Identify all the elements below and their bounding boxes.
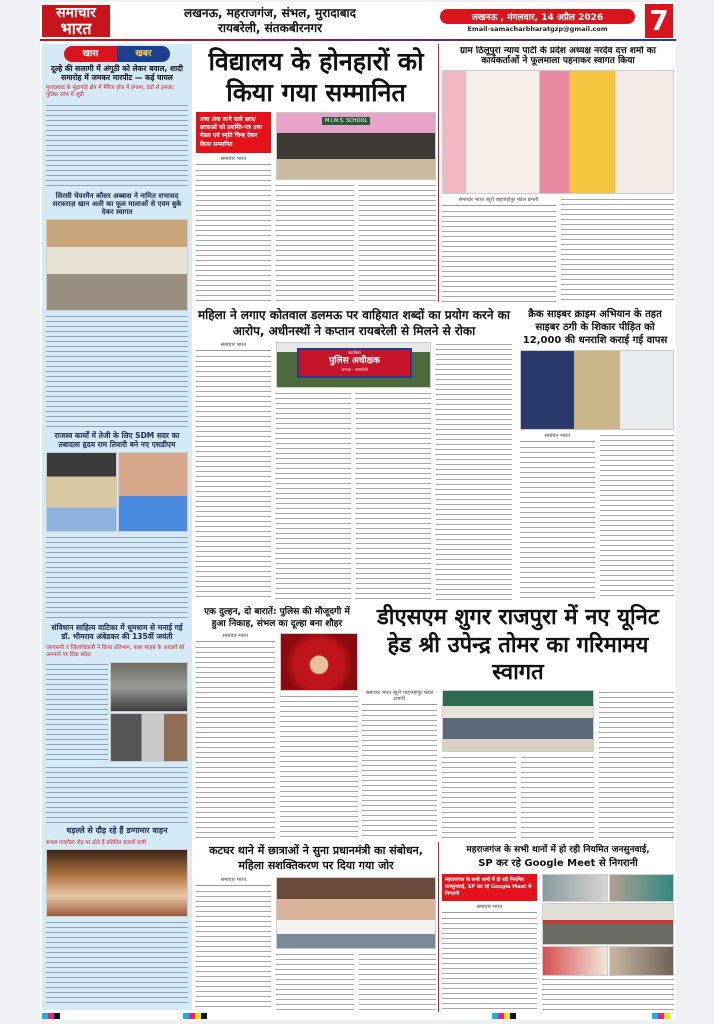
logo-line-1: समाचार bbox=[56, 5, 96, 21]
story-headline-sugar: डीएसएम शुगर राजपुरा में नए यूनिट हेड श्री उपेन्द्र तोमर का गरिमामय स्वागत bbox=[377, 605, 659, 685]
vehicle-photos bbox=[110, 662, 188, 762]
story-body bbox=[276, 183, 354, 305]
story-headline-maharajganj bbox=[442, 844, 674, 871]
story-body bbox=[599, 690, 674, 839]
khas-khabar-banner bbox=[64, 46, 170, 62]
cities-line-1: लखनऊ, महराजगंज, संभल, मुरादाबाद bbox=[183, 6, 357, 20]
print-registration-mark bbox=[183, 1013, 207, 1019]
story-body bbox=[46, 314, 188, 429]
photo-public-hearing-2 bbox=[609, 946, 675, 976]
print-registration-mark bbox=[652, 1013, 670, 1019]
story-body bbox=[561, 197, 675, 304]
sign-top: कार्यालय bbox=[348, 350, 361, 356]
masthead-rule bbox=[40, 39, 676, 41]
story-body bbox=[196, 168, 271, 304]
story-bride bbox=[196, 606, 358, 838]
story-headline-school: विद्यालय के होनहारों को किया गया सम्मानित bbox=[208, 47, 424, 108]
headline-line-1: महराजगंज के सभी थानों में हो रही नियमित जनसुनवाई, bbox=[466, 845, 650, 855]
byline: समाचार भारत ब्यूरो शाहजहांपुर मंडल प्रभारी bbox=[362, 690, 437, 705]
sdm-photos bbox=[46, 452, 188, 532]
banner-khabar: खबर bbox=[117, 46, 170, 62]
story-headline-bride: एक दुल्हन, दो बारातें: पुलिस की मौजूदगी में हुआ निकाह, संभल का दूल्हा बना शौहर bbox=[204, 607, 350, 630]
logo-line-2: भारत bbox=[60, 19, 92, 38]
photo-police-station-meeting bbox=[542, 903, 674, 945]
byline: समाचार भारत bbox=[196, 156, 271, 165]
column-rule bbox=[438, 44, 439, 302]
story-katghar bbox=[196, 844, 436, 1010]
logo bbox=[42, 5, 110, 37]
story-body bbox=[46, 920, 188, 1006]
dateline-box bbox=[440, 9, 635, 35]
story-body bbox=[442, 209, 556, 304]
story-body bbox=[520, 445, 595, 600]
page-number: 7 bbox=[645, 4, 673, 38]
story-kotwal bbox=[196, 308, 512, 600]
story-body bbox=[362, 708, 437, 839]
story-cyber bbox=[516, 308, 674, 600]
story-party bbox=[442, 46, 674, 304]
sign-main: पुलिस अधीक्षक bbox=[329, 356, 380, 367]
story-subheadline: संभल गजरौला रोड पर ढोते हैं प्रतिदिन हजारों यात्री bbox=[46, 839, 147, 846]
story-body bbox=[359, 183, 437, 305]
police-sign-board bbox=[297, 348, 412, 378]
photo-bride bbox=[280, 633, 359, 691]
byline: समाचार भारत bbox=[196, 633, 275, 642]
photo-google-meet-2 bbox=[609, 874, 675, 902]
photo-police-office-sign bbox=[276, 342, 431, 388]
story-subheadline: मुरादाबाद के मुंढापांडे क्षेत्र में मैरिज हॉल में हंगामा, डंडों से हमला; पुलिस जांच में जुटी bbox=[46, 85, 175, 99]
print-registration-mark bbox=[492, 1013, 516, 1019]
photo-sdm-portrait bbox=[118, 452, 189, 532]
column-rule bbox=[438, 842, 439, 1012]
photo-gathering bbox=[46, 849, 188, 917]
photo-party-welcome bbox=[442, 70, 674, 194]
cities-line-2: रायबरेली, संतकबीरनगर bbox=[217, 21, 323, 35]
headline-line-2: SP कर रहे Google Meet से निगरानी bbox=[478, 857, 638, 869]
photo-row bbox=[542, 874, 674, 902]
story-headline: संविधान साहित्य वाटिका में धूमधाम से मनाई गई डॉ. भीमराव अंबेडकर की 135वीं जयंती bbox=[51, 623, 183, 642]
story-body bbox=[600, 433, 675, 600]
story-headline-party: ग्राम ठिलूपुरा न्याय पार्टी के प्रदेश अध्यक्ष नरदेव दत्त शर्मा का कार्यकर्ताओं ने फूलमाला पहनाकर स्वागत किया bbox=[459, 46, 657, 67]
photo-sugar-welcome bbox=[442, 690, 594, 752]
photo-vehicle-interior bbox=[110, 713, 188, 763]
photo-students-listening bbox=[276, 877, 436, 949]
email[interactable]: Email-samacharbharatgzp@gmail.com bbox=[467, 25, 608, 33]
story-body bbox=[276, 952, 354, 1010]
story-headline: राजस्व कार्यों में तेजी के लिए SDM सदर का तबादला हृदय राम तिवारी बने नए एसडीएम bbox=[54, 430, 180, 449]
photo-google-meet-1 bbox=[542, 874, 608, 902]
story-body bbox=[359, 952, 437, 1010]
print-registration-mark bbox=[42, 1013, 60, 1019]
story-body bbox=[196, 354, 271, 600]
story-body bbox=[276, 391, 351, 600]
photo-sdm-office bbox=[46, 452, 117, 532]
photo-caption: समाचार भारत ब्यूरो शाहजहांपुर मंडल प्रभारी bbox=[442, 197, 556, 206]
story-body bbox=[46, 765, 188, 823]
story-body bbox=[542, 977, 674, 1012]
banner-khas: खास bbox=[64, 46, 117, 62]
dateline: लखनऊ , मंगलवार, 14 अप्रैल 2026 bbox=[440, 9, 635, 24]
photo-cyber-refund bbox=[520, 350, 674, 430]
byline: समाचार भारत bbox=[196, 877, 271, 886]
khas-khabar-sidebar bbox=[42, 44, 192, 1010]
story-highlight-box: महराजगंज के सभी थानों में हो रही नियमित जनसुनवाई, SP कर रहे Google Meet से निगरानी bbox=[442, 874, 537, 901]
story-body bbox=[46, 103, 188, 189]
sign-bottom: जनपद - रायबरेली bbox=[341, 367, 368, 373]
masthead-cities bbox=[120, 6, 420, 36]
photo-group-welcome bbox=[46, 219, 188, 311]
story-body bbox=[356, 391, 431, 600]
story-headline: सिरसी चेयरमैन कौसर अब्बास ने नामित सभासद सरफ़राज़ खान अली का फूल मालाओं से एवम बुके देकर स्वागत bbox=[52, 191, 182, 216]
story-body bbox=[442, 916, 537, 1012]
story-headline-kotwal: महिला ने लगाए कोतवाल डलमऊ पर वाहियात शब्दों का प्रयोग करने का आरोप, अधीनस्थों ने कप्तान रायबरेली से मिलने से रोका bbox=[198, 308, 510, 338]
photo-row bbox=[542, 946, 674, 976]
story-maharajganj bbox=[442, 844, 674, 1012]
byline: समाचार भारत bbox=[520, 433, 595, 442]
story-body bbox=[46, 535, 188, 621]
story-headline: दूल्हे की सलामी में अंगूठी को लेकर बवाल, शादी समारोह में जमकर मारपीट — कई घायल bbox=[51, 64, 183, 82]
story-sugar bbox=[362, 604, 674, 838]
story-body bbox=[442, 755, 516, 839]
story-body bbox=[196, 889, 271, 1010]
school-banner-text: M.I.M.S. SCHOOL bbox=[322, 117, 370, 125]
story-body bbox=[196, 645, 275, 838]
story-body bbox=[280, 694, 359, 838]
ambedkar-story-row bbox=[46, 662, 188, 762]
story-body bbox=[436, 342, 512, 600]
byline: समाचार भारत bbox=[442, 904, 537, 913]
story-highlight-box: उच्च अंक लाने वाले छात्र/छात्राओं को प्रशस्ति-पत्र तथा मेडल एवं स्मृति चिन्ह देकर किया सम्मानित bbox=[196, 112, 271, 154]
story-school bbox=[196, 46, 436, 304]
story-body bbox=[46, 662, 108, 762]
story-headline-katghar: कटघर थाने में छात्राओं ने सुना प्रधानमंत्री का संबोधन, महिला सशक्तिकरण पर दिया गया जोर bbox=[209, 844, 423, 872]
story-body bbox=[521, 755, 595, 839]
byline: समाचार भारत bbox=[196, 342, 271, 351]
photo-school-students bbox=[276, 112, 436, 180]
photo-vehicle-front bbox=[110, 662, 188, 712]
story-headline: धड़ल्ले से दौड़ रहे हैं डग्गामार वाहन bbox=[66, 825, 168, 835]
story-headline-cyber: क्रैक साइबर क्राइम अभियान के तहत साइबर ठगी के शिकार पीड़ित को 12,000 की धनराशि कराई गई वापस bbox=[522, 309, 668, 346]
story-subheadline: एसएसपी व जिलाधिकारी ने किया प्रतिभाग, बाबा साहब के आदर्शों को अपनाने पर दिया संदेश bbox=[46, 644, 185, 658]
photo-public-hearing-1 bbox=[542, 946, 608, 976]
